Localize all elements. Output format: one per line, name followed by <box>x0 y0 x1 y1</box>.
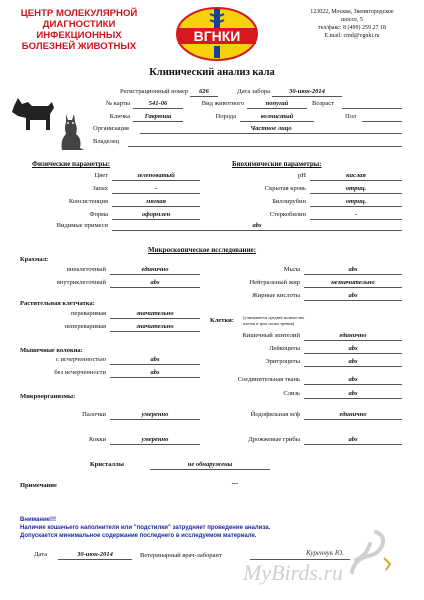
biochem-param-value: - <box>354 211 358 218</box>
lab-name-line: ЦЕНТР МОЛЕКУЛЯРНОЙ <box>20 8 138 19</box>
organisms-title: Микроорганизмы: <box>20 393 76 400</box>
muscle-row-label: с исчерченностью <box>55 356 106 363</box>
cells-note-line: клеток в трех полях зрения) <box>243 321 295 326</box>
starch-row-value: единично <box>141 266 169 273</box>
organisms-row-value: умеренно <box>141 436 169 443</box>
organisms-row-label: Палочки <box>82 411 106 418</box>
breed-value: волнистый <box>260 113 294 120</box>
cat-silhouette-icon <box>58 112 86 152</box>
reg-number-value: 626 <box>199 88 209 95</box>
biochem-param-value: кислая <box>346 172 366 179</box>
cells-row-label: Лейкоциты <box>269 345 300 352</box>
breed-label: Порода <box>215 113 236 120</box>
dog-silhouette-icon <box>8 86 56 134</box>
cells-row-value: abs <box>348 345 358 352</box>
muscle-title: Мышечные волокна: <box>20 347 83 354</box>
physical-param-value: оформлен <box>141 211 171 218</box>
footer-date-value: 30-июн-2014 <box>77 551 113 558</box>
pet-name-label: Кличка <box>109 113 130 120</box>
sex-label: Пол <box>345 113 357 120</box>
fiber-row-value: значительно <box>136 323 174 330</box>
pet-name-value: Гаврюша <box>144 113 172 120</box>
right-org-row-label: Йодофильная м/ф <box>250 411 300 418</box>
species-value: попугай <box>265 100 289 107</box>
card-number-value: 541-06 <box>148 100 168 107</box>
fat-row-label: Жирные кислоты <box>251 292 300 299</box>
physical-param-value: мягкая <box>146 198 166 205</box>
fiber-row-value: значительно <box>136 310 174 317</box>
micro-section-title: Микроскопическое исследование: <box>148 246 257 254</box>
cells-row-value: abs <box>348 390 358 397</box>
page-title: Клинический анализ кала <box>149 67 275 78</box>
visible-impurities-label: Видимые примеси <box>56 222 108 229</box>
doctor-label: Ветеринарный врач-лаборант <box>140 552 222 559</box>
physical-param-label: Запах <box>92 185 108 192</box>
biochem-param-value: отриц. <box>345 198 367 205</box>
cells-row-value: единично <box>339 332 367 339</box>
biochem-param-label: Биллирубин <box>272 198 306 205</box>
lab-name-line: ДИАГНОСТИКИ <box>42 19 116 30</box>
cells-row-label: Кишечный эпителий <box>242 332 300 339</box>
physical-param-label: Форма <box>89 211 108 218</box>
starch-row-value: abs <box>150 279 160 286</box>
owner-label: Владелец <box>93 138 120 145</box>
organisms-row-label: Кокки <box>88 436 106 443</box>
right-org-row-value: единично <box>339 411 367 418</box>
doctor-signature: Куренчук Ю. <box>306 549 344 557</box>
biochem-section-title: Биохимические параметры: <box>232 160 322 168</box>
remark-value: --- <box>231 480 239 487</box>
lab-name-line: БОЛЕЗНЕЙ ЖИВОТНЫХ <box>21 41 137 52</box>
cells-row-value: abs <box>348 376 358 383</box>
age-label: Возраст <box>312 100 335 107</box>
footer-date-label: Дата <box>34 551 47 558</box>
cells-row-label: Соединительная ткань <box>237 376 300 383</box>
fat-row-label: Нейтральный жир <box>249 279 300 286</box>
fat-row-label: Мыла <box>283 266 300 273</box>
starch-row-label: внеклеточный <box>66 266 106 273</box>
cells-row-label: Эритроциты <box>265 358 300 365</box>
fat-row-value: незначительно <box>331 279 375 286</box>
reg-number-label: Регистрационный номер <box>120 88 188 95</box>
physical-param-label: Цвет <box>94 172 108 179</box>
bird-watermark-icon <box>336 528 396 584</box>
organization-value: Частное лицо <box>250 125 292 132</box>
species-label: Вид животного <box>201 100 244 107</box>
warning-line: Допускается минимальное содержание последнего в исследуемом материале. <box>20 533 257 539</box>
biochem-param-label: Стеркобилин <box>269 211 306 218</box>
date-collected-value: 30-июн-2014 <box>289 88 325 95</box>
warning-note <box>20 516 270 540</box>
starch-row-label: внутриклеточный <box>56 279 106 286</box>
lab-address <box>283 8 421 40</box>
muscle-row-label: без исчерченности <box>54 369 106 376</box>
address-line: шоссе, 5 <box>341 17 363 23</box>
warning-line: Наличие кошачьего наполнителя или "подстилки" затрудняет проведение анализа. <box>20 525 271 531</box>
cells-note <box>243 315 304 327</box>
date-collected-label: Дата забора <box>237 88 270 95</box>
biochem-param-label: pH <box>298 172 306 179</box>
cells-title: Клетки: <box>210 317 235 324</box>
remark-label: Примечание <box>20 482 57 489</box>
card-number-label: № карты <box>105 100 130 107</box>
physical-section-title: Физические параметры: <box>32 160 111 168</box>
cells-row-value: abs <box>348 358 358 365</box>
logo-text: ВГНКИ <box>193 28 241 44</box>
warning-line: Внимание!!! <box>20 517 56 523</box>
fat-row-value: abs <box>348 292 358 299</box>
fiber-title: Растительная клетчатка: <box>20 300 95 307</box>
visible-impurities-value: abs <box>252 222 262 229</box>
physical-param-value: - <box>154 185 158 192</box>
fiber-row-label: переваримая <box>70 310 106 317</box>
lab-name-line: ИНФЕКЦИОННЫХ <box>36 30 122 41</box>
address-line: E.mail: cmd@vgnki.ru <box>324 33 380 39</box>
cells-note-line: (учитывается среднее количество <box>243 315 305 320</box>
physical-param-value: зеленоватый <box>137 172 175 179</box>
muscle-row-value: abs <box>150 369 160 376</box>
organisms-row-value: умеренно <box>141 411 169 418</box>
starch-title: Крахмал: <box>20 256 49 263</box>
vgnki-logo <box>172 6 262 62</box>
physical-param-label: Консистенция <box>68 198 108 205</box>
address-line: 123022, Москва, Звенигородское <box>310 9 394 15</box>
fiber-row-label: непереваримая <box>64 323 106 330</box>
fat-row-value: abs <box>348 266 358 273</box>
address-line: тел/факс: 8 (499) 259 27 18 <box>317 25 387 31</box>
lab-name <box>4 8 154 52</box>
muscle-row-value: abs <box>150 356 160 363</box>
cells-row-label: Слизь <box>283 390 300 397</box>
biochem-param-value: отриц. <box>345 185 367 192</box>
right-org-row-label: Дрожжевые грибы <box>248 436 300 443</box>
crystals-label: Кристаллы <box>90 461 124 468</box>
biochem-param-label: Скрытая кровь <box>264 185 306 192</box>
watermark-text: MyBirds.ru <box>243 560 344 585</box>
organization-label: Организация <box>93 125 129 132</box>
right-org-row-value: abs <box>348 436 358 443</box>
crystals-value: не обнаружены <box>187 461 233 468</box>
